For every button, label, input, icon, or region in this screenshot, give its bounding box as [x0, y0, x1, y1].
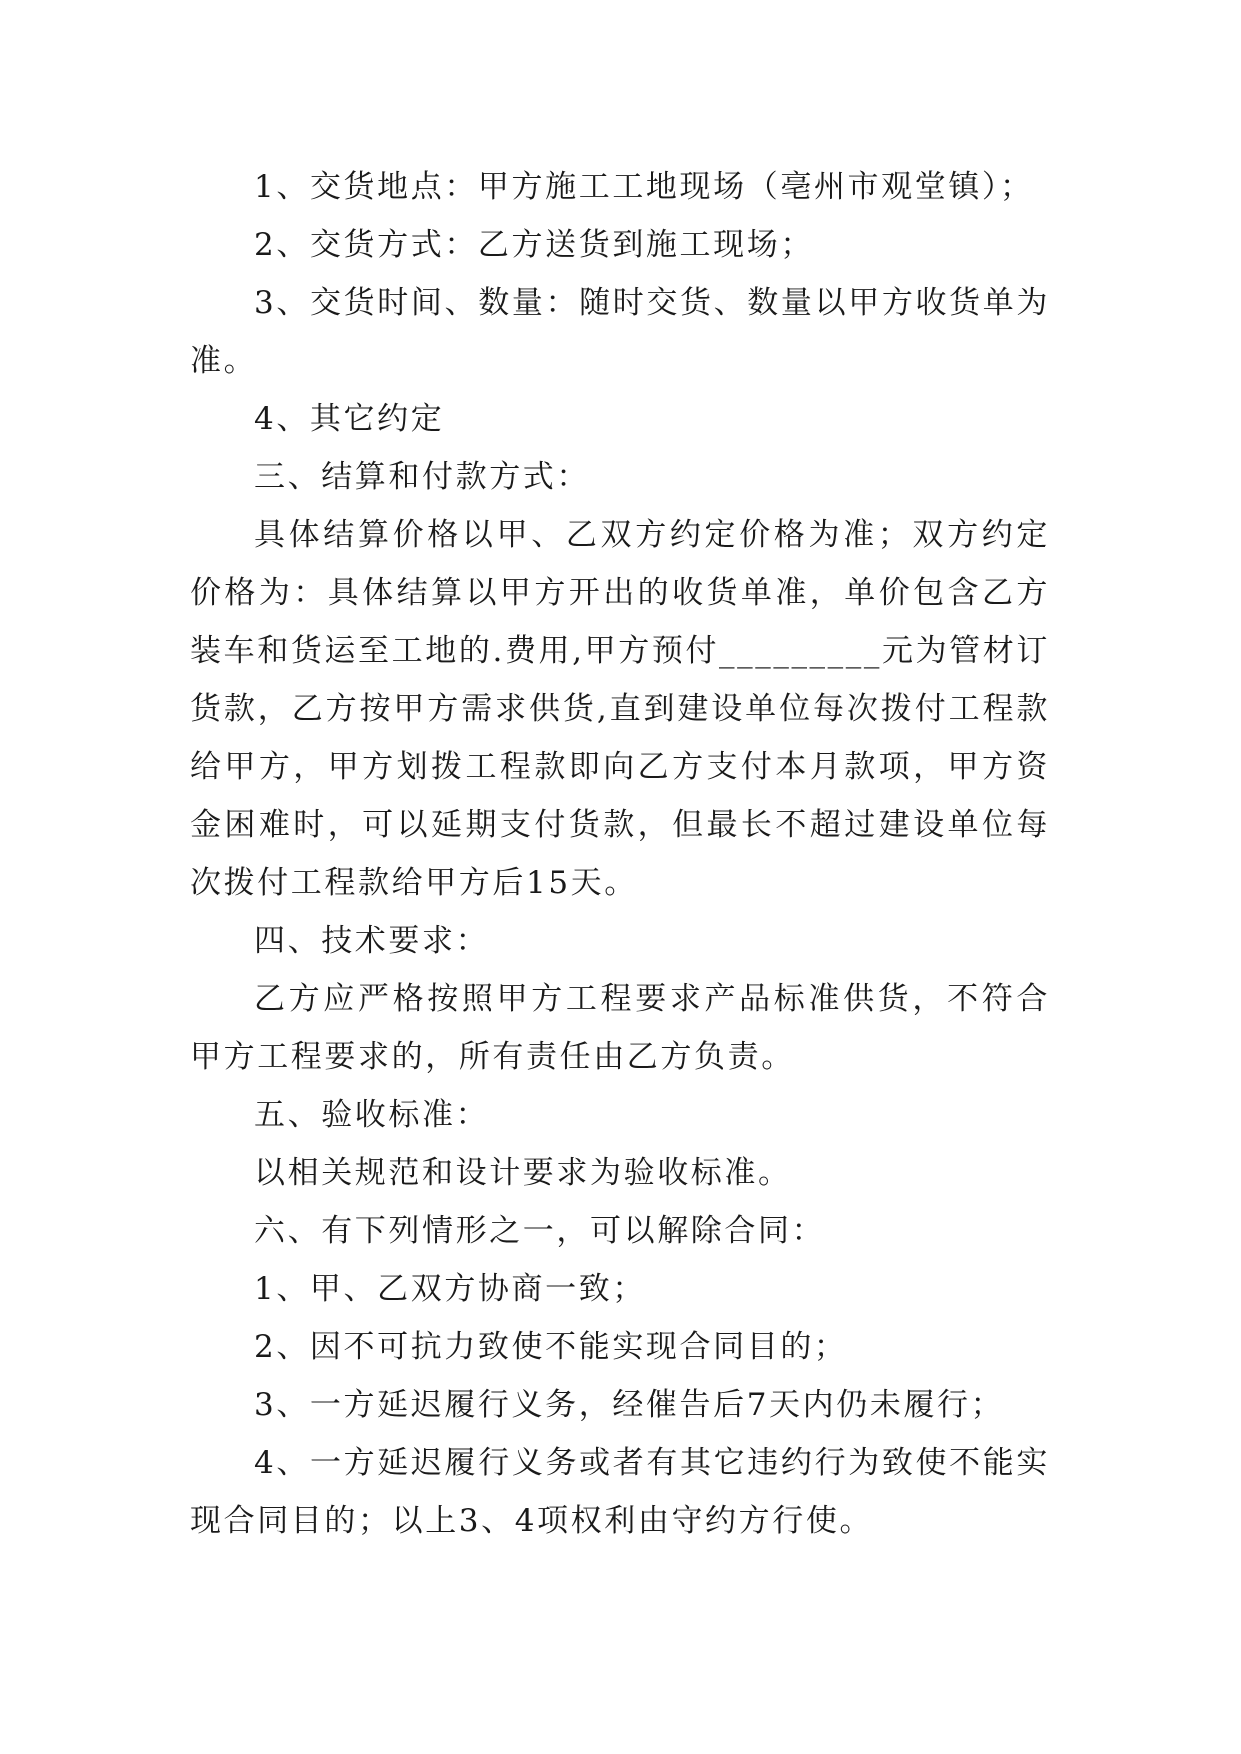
termination-item-4: 4、一方延迟履行义务或者有其它违约行为致使不能实现合同目的；以上3、4项权利由守约方行使。 — [190, 1445, 1050, 1539]
termination-item-2: 2、因不可抗力致使不能实现合同目的； — [254, 1329, 848, 1365]
clause-technical-requirements: 乙方应严格按照甲方工程要求产品标准供货，不符合甲方工程要求的，所有责任由乙方负责。 — [190, 981, 1050, 1075]
section-heading-acceptance: 五、验收标准： — [254, 1097, 490, 1133]
clause-delivery-location: 1、交货地点：甲方施工工地现场（亳州市观堂镇）； — [254, 169, 1034, 205]
clause-delivery-method: 2、交货方式：乙方送货到施工现场； — [254, 227, 814, 263]
document-body — [190, 158, 1050, 1550]
section-heading-termination: 六、有下列情形之一，可以解除合同： — [254, 1213, 826, 1249]
termination-item-1: 1、甲、乙双方协商一致； — [254, 1271, 646, 1307]
section-heading-technical: 四、技术要求： — [254, 923, 490, 959]
clause-other-agreements: 4、其它约定 — [254, 401, 445, 437]
termination-item-3: 3、一方延迟履行义务，经催告后7天内仍未履行； — [254, 1387, 1005, 1423]
clause-settlement-terms: 具体结算价格以甲、乙双方约定价格为准；双方约定价格为：具体结算以甲方开出的收货单准，单价包含乙方装车和货运至工地的.费用,甲方预付_________元为管材订货款，乙方按甲方需求供货,直到建设单位每次拨付工程款给甲方，甲方划拨工程款即向乙方支付本月款项，甲方资金困难时，可以延期支付货款，但最长不超过建设单位每次拨付工程款给甲方后15天。 — [190, 517, 1050, 901]
clause-delivery-time-quantity: 3、交货时间、数量：随时交货、数量以甲方收货单为准。 — [190, 285, 1050, 379]
clause-acceptance-standard: 以相关规范和设计要求为验收标准。 — [254, 1155, 792, 1191]
section-heading-settlement: 三、结算和付款方式： — [254, 459, 590, 495]
